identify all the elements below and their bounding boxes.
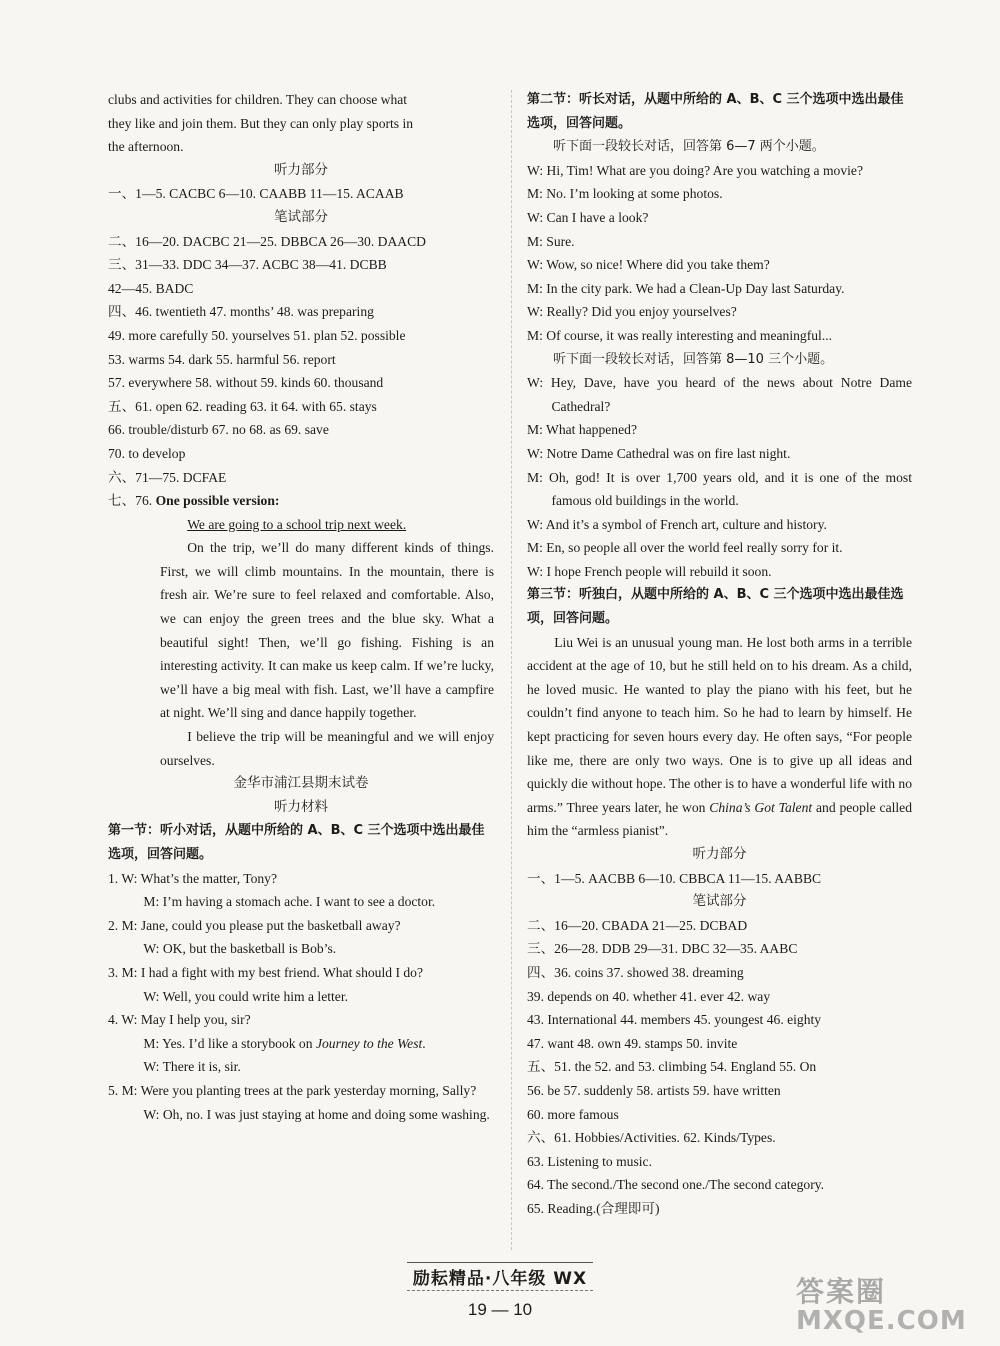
dialog-line: M: No. I’m looking at some photos. bbox=[527, 186, 723, 202]
essay-paragraph: On the trip, we’ll do many different kinds of things. First, we will climb mountains. In the mountain, there is fresh air. We’re sure to feel relaxed and comfortable. Also, we can enjoy the green trees and the blue sky. What a beautiful sight! Then, we’ll go fishing. Fishing is an interesting activity. It can make us keep calm. If we’re lucky, we’ll have a big meal with fish. Last, we’ll have a campfire at night. We’ll sing and dance happily together. bbox=[160, 540, 494, 721]
essay-label: One possible version: bbox=[155, 493, 280, 509]
watermark-logo bbox=[796, 1270, 986, 1336]
answer-line: 43. International 44. members 45. youngest 46. eighty bbox=[527, 1012, 822, 1028]
answer-line: 二、16—20. DACBC 21—25. DBBCA 26—30. DAACD bbox=[108, 233, 426, 249]
writing-heading: 笔试部分 bbox=[692, 893, 747, 910]
answer-line: 一、1—5. AACBB 6—10. CBBCA 11—15. AABBC bbox=[527, 870, 822, 886]
answer-line: 49. more carefully 50. yourselves 51. plan 52. possible bbox=[108, 327, 406, 343]
monologue-text: and people called him the “armless pianist”. bbox=[527, 799, 912, 839]
column-divider bbox=[511, 90, 512, 1250]
watermark-url: MXQE.COM bbox=[796, 1306, 967, 1336]
answer-line: 39. depends on 40. whether 41. ever 42. way bbox=[527, 988, 771, 1004]
sub-instruction: 听下面一段较长对话，回答第 8—10 三个小题。 bbox=[553, 351, 834, 367]
answer-line: 53. warms 54. dark 55. harmful 56. report bbox=[108, 351, 336, 367]
dialog-line: M: In the city park. We had a Clean-Up Day last Saturday. bbox=[527, 280, 845, 296]
answer-line: 70. to develop bbox=[108, 445, 186, 461]
sample-essay bbox=[108, 513, 494, 773]
answer-line: 四、46. twentieth 47. months’ 48. was preparing bbox=[108, 304, 374, 320]
answer-line: 六、61. Hobbies/Activities. 62. Kinds/Types. bbox=[527, 1130, 776, 1146]
dialog-line: W: And it’s a symbol of French art, culture and history. bbox=[527, 516, 827, 532]
dialog-line: 4. W: May I help you, sir? bbox=[108, 1012, 251, 1028]
long-dialog-2 bbox=[527, 371, 912, 583]
watermark-cn: 答案圈 bbox=[796, 1275, 887, 1308]
dialog-line: W: Well, you could write him a letter. bbox=[143, 988, 349, 1004]
short-dialogs bbox=[108, 867, 494, 1127]
exam-title: 金华市浦江县期末试卷 bbox=[233, 775, 369, 792]
essay-number: 七、76. bbox=[108, 493, 156, 509]
answer-line: 57. everywhere 58. without 59. kinds 60. thousand bbox=[108, 375, 384, 391]
essay-title: We are going to a school trip next week. bbox=[187, 516, 407, 532]
dialog-line: 2. M: Jane, could you please put the basketball away? bbox=[108, 917, 401, 933]
answer-line: 60. more famous bbox=[527, 1106, 619, 1122]
right-column bbox=[527, 88, 912, 1221]
monologue bbox=[527, 631, 912, 843]
monologue-text: Liu Wei is an unusual young man. He lost both arms in a terrible accident at the age of 10, but he still held on to his dream. As a child, he loved music. He wanted to play the piano with his feet, but he couldn’t find anyone to teach him. So he had to learn by himself. He kept practicing for seven hours every day. He often says, “For people like me, there are only two ways. One is to give up all ideas and quickly die without hope. The other is to have a wonderful life with no arms.” Three years later, he won bbox=[527, 634, 912, 815]
writing-heading: 笔试部分 bbox=[274, 208, 328, 225]
section-instruction: 第三节：听独白，从题中所给的 A、B、C 三个选项中选出最佳选项，回答问题。 bbox=[527, 587, 904, 627]
dialog-line: M: Sure. bbox=[527, 233, 575, 249]
dialog-line: W: Notre Dame Cathedral was on fire last night. bbox=[527, 445, 791, 461]
answer-line: 56. be 57. suddenly 58. artists 59. have written bbox=[527, 1082, 781, 1098]
essay-paragraph: I believe the trip will be meaningful and we will enjoy ourselves. bbox=[160, 729, 494, 768]
dialog-text: . bbox=[422, 1035, 426, 1051]
dialog-line: 5. M: Were you planting trees at the park yesterday morning, Sally? bbox=[108, 1082, 477, 1098]
left-column bbox=[108, 88, 494, 1126]
show-title: China’s Got Talent bbox=[709, 799, 813, 815]
answer-line: 四、36. coins 37. showed 38. dreaming bbox=[527, 964, 744, 980]
dialog-line: W: There it is, sir. bbox=[143, 1059, 241, 1075]
dialog-line: W: Oh, no. I was just staying at home and doing some washing. bbox=[143, 1106, 490, 1122]
dialog-line: M: Of course, it was really interesting and meaningful... bbox=[527, 327, 833, 343]
answer-line: 六、71—75. DCFAE bbox=[108, 469, 227, 485]
page-number: 19 — 10 bbox=[467, 1300, 533, 1319]
dialog-line: W: Wow, so nice! Where did you take them? bbox=[527, 257, 770, 273]
dialog-line: 1. W: What’s the matter, Tony? bbox=[108, 870, 278, 886]
answer-line: 三、26—28. DDB 29—31. DBC 32—35. AABC bbox=[527, 941, 798, 957]
text-line: the afternoon. bbox=[108, 139, 184, 155]
answer-line: 三、31—33. DDC 34—37. ACBC 38—41. DCBB bbox=[108, 257, 387, 273]
answer-line: 65. Reading.(合理即可) bbox=[527, 1200, 660, 1216]
intro-paragraph bbox=[108, 88, 494, 159]
dialog-line: M: Oh, god! It is over 1,700 years old, and it is one of the most famous old buildings in the world. bbox=[527, 469, 912, 509]
section-instruction: 第二节：听长对话，从题中所给的 A、B、C 三个选项中选出最佳选项，回答问题。 bbox=[527, 92, 904, 131]
brand-banner: 励耘精品·八年级 WX bbox=[407, 1262, 593, 1291]
long-dialog-1 bbox=[527, 159, 912, 348]
answer-line: 二、16—20. CBADA 21—25. DCBAD bbox=[527, 917, 748, 933]
dialog-text: M: Yes. I’d like a storybook on bbox=[143, 1035, 316, 1051]
material-heading: 听力材料 bbox=[274, 798, 328, 815]
text-line: they like and join them. But they can only play sports in bbox=[108, 115, 414, 131]
dialog-line: M: En, so people all over the world feel really sorry for it. bbox=[527, 540, 843, 556]
essay-header bbox=[108, 489, 494, 513]
book-title: Journey to the West bbox=[315, 1035, 423, 1051]
dialog-line: W: I hope French people will rebuild it soon. bbox=[527, 563, 772, 579]
answer-line: 47. want 48. own 49. stamps 50. invite bbox=[527, 1035, 738, 1051]
answer-line: 五、51. the 52. and 53. climbing 54. England 55. On bbox=[527, 1059, 817, 1075]
dialog-line: M: What happened? bbox=[527, 422, 637, 438]
dialog-line: W: Can I have a look? bbox=[527, 209, 649, 225]
dialog-line: W: Hi, Tim! What are you doing? Are you watching a movie? bbox=[527, 162, 863, 178]
section-instruction: 第一节：听小对话，从题中所给的 A、B、C 三个选项中选出最佳选项，回答问题。 bbox=[108, 823, 485, 862]
answer-list bbox=[527, 914, 912, 1221]
dialog-line: W: Hey, Dave, have you heard of the news about Notre Dame Cathedral? bbox=[527, 375, 912, 414]
text-line: clubs and activities for children. They can choose what bbox=[108, 92, 408, 107]
answer-line: 64. The second./The second one./The second category. bbox=[527, 1177, 825, 1193]
answer-line: 42—45. BADC bbox=[108, 280, 194, 296]
answer-list bbox=[108, 230, 494, 490]
dialog-line: M: I’m having a stomach ache. I want to see a doctor. bbox=[143, 894, 436, 910]
dialog-line bbox=[108, 1032, 494, 1056]
dialog-line: 3. M: I had a fight with my best friend. What should I do? bbox=[108, 964, 423, 980]
answer-line: 66. trouble/disturb 67. no 68. as 69. save bbox=[108, 422, 329, 438]
answer-line: 一、1—5. CACBC 6—10. CAABB 11—15. ACAAB bbox=[108, 186, 404, 202]
sub-instruction: 听下面一段较长对话，回答第 6—7 两个小题。 bbox=[553, 139, 825, 155]
dialog-line: W: OK, but the basketball is Bob’s. bbox=[143, 941, 337, 957]
answer-line: 63. Listening to music. bbox=[527, 1153, 652, 1169]
dialog-line: W: Really? Did you enjoy yourselves? bbox=[527, 304, 737, 320]
listening-heading: 听力部分 bbox=[274, 161, 328, 178]
listening-heading: 听力部分 bbox=[692, 846, 747, 862]
answer-line: 五、61. open 62. reading 63. it 64. with 65. stays bbox=[108, 398, 377, 414]
